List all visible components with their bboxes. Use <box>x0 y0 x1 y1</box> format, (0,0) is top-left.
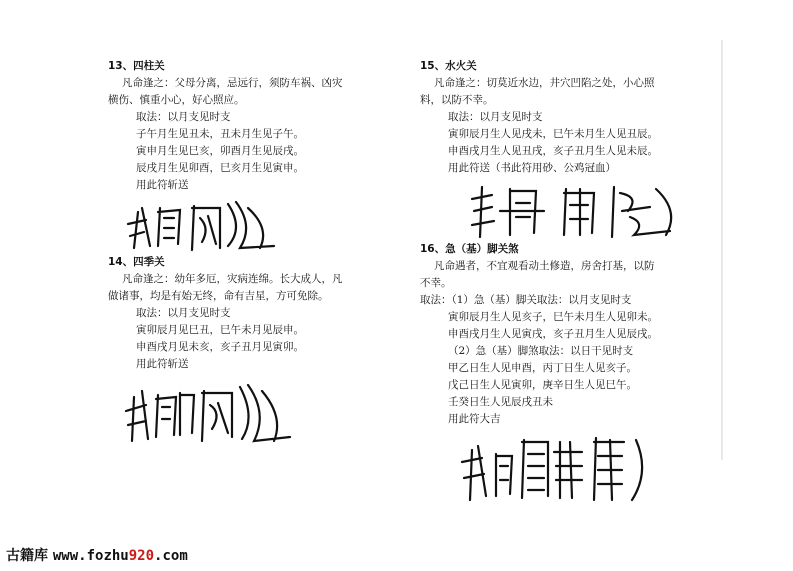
section-16-line: 取法：（1）急（基）脚关取法：以月支见时支 <box>420 294 632 306</box>
section-14-line: 申酉戌月见未亥，亥子丑月见寅卯。 <box>136 341 304 353</box>
section-16-line: 寅卯辰月生人见亥子，巳午未月生人见卯未。 <box>448 311 658 323</box>
section-13-title: 13、四柱关 <box>108 60 165 72</box>
section-14-line: 凡命逢之：幼年多厄，灾病连绵。长大成人，凡 <box>122 273 343 285</box>
talisman-13-image <box>124 198 408 252</box>
right-column <box>420 58 720 506</box>
section-15-line: 用此符送（书此符用砂、公鸡冠血） <box>448 162 616 174</box>
section-15-line: 料，以防不幸。 <box>420 94 494 106</box>
section-13-line: 横伤、慎重小心，好心照应。 <box>108 94 245 106</box>
section-13-line: 凡命逢之：父母分离，忌远行，须防车祸、凶灾 <box>122 77 343 89</box>
section-16-line: 申酉戌月生人见寅戌，亥子丑月生人见辰戌。 <box>448 328 658 340</box>
section-16-line: 壬癸日生人见辰戌丑未 <box>448 396 553 408</box>
section-16-line: 凡命遇者，不宜观看动土修造，房舍打基，以防 <box>434 260 655 272</box>
site-url: www.fozhu920.com <box>52 548 188 564</box>
section-16-line: （2）急（基）脚煞取法：以日干见时支 <box>448 345 634 357</box>
section-15-line: 凡命逢之：切莫近水边，井穴凹陷之处，小心照 <box>434 77 655 89</box>
section-13-line: 寅申月生见巳亥，卯酉月生见辰戌。 <box>136 145 304 157</box>
talisman-16-image <box>460 432 720 504</box>
section-14-line: 做诸事，均是有始无终，命有吉星，方可免除。 <box>108 290 329 302</box>
section-16-line: 甲乙日生人见申酉，丙丁日生人见亥子。 <box>448 362 637 374</box>
section-14-line: 用此符斩送 <box>136 358 189 370</box>
section-16-title: 16、急（基）脚关煞 <box>420 243 519 255</box>
section-15-line: 申酉戌月生人见丑戌，亥子丑月生人见未辰。 <box>448 145 658 157</box>
section-16-line: 不幸。 <box>420 277 452 289</box>
section-15-line: 寅卯辰月生人见戌未，巳午未月生人见丑辰。 <box>448 128 658 140</box>
talisman-15-image <box>470 181 720 239</box>
footer-watermark <box>6 545 188 565</box>
section-15-title: 15、水火关 <box>420 60 477 72</box>
talisman-14-image <box>124 377 408 447</box>
left-column <box>108 58 408 449</box>
page-edge-shadow <box>721 40 723 460</box>
section-16-line: 用此符大吉 <box>448 413 501 425</box>
section-13-line: 子午月生见丑未，丑未月生见子午。 <box>136 128 304 140</box>
section-14-line: 取法：以月支见时支 <box>136 307 231 319</box>
section-14-line: 寅卯辰月见巳丑，巳午未月见辰申。 <box>136 324 304 336</box>
section-13-line: 取法：以月支见时支 <box>136 111 231 123</box>
section-16-line: 戊己日生人见寅卯，庚辛日生人见巳午。 <box>448 379 637 391</box>
section-14-title: 14、四季关 <box>108 256 165 268</box>
brand-name: 古籍库 <box>6 548 48 564</box>
section-13-line: 辰戌月生见卯酉，巳亥月生见寅申。 <box>136 162 304 174</box>
section-13-line: 用此符斩送 <box>136 179 189 191</box>
section-15-line: 取法：以月支见时支 <box>448 111 543 123</box>
